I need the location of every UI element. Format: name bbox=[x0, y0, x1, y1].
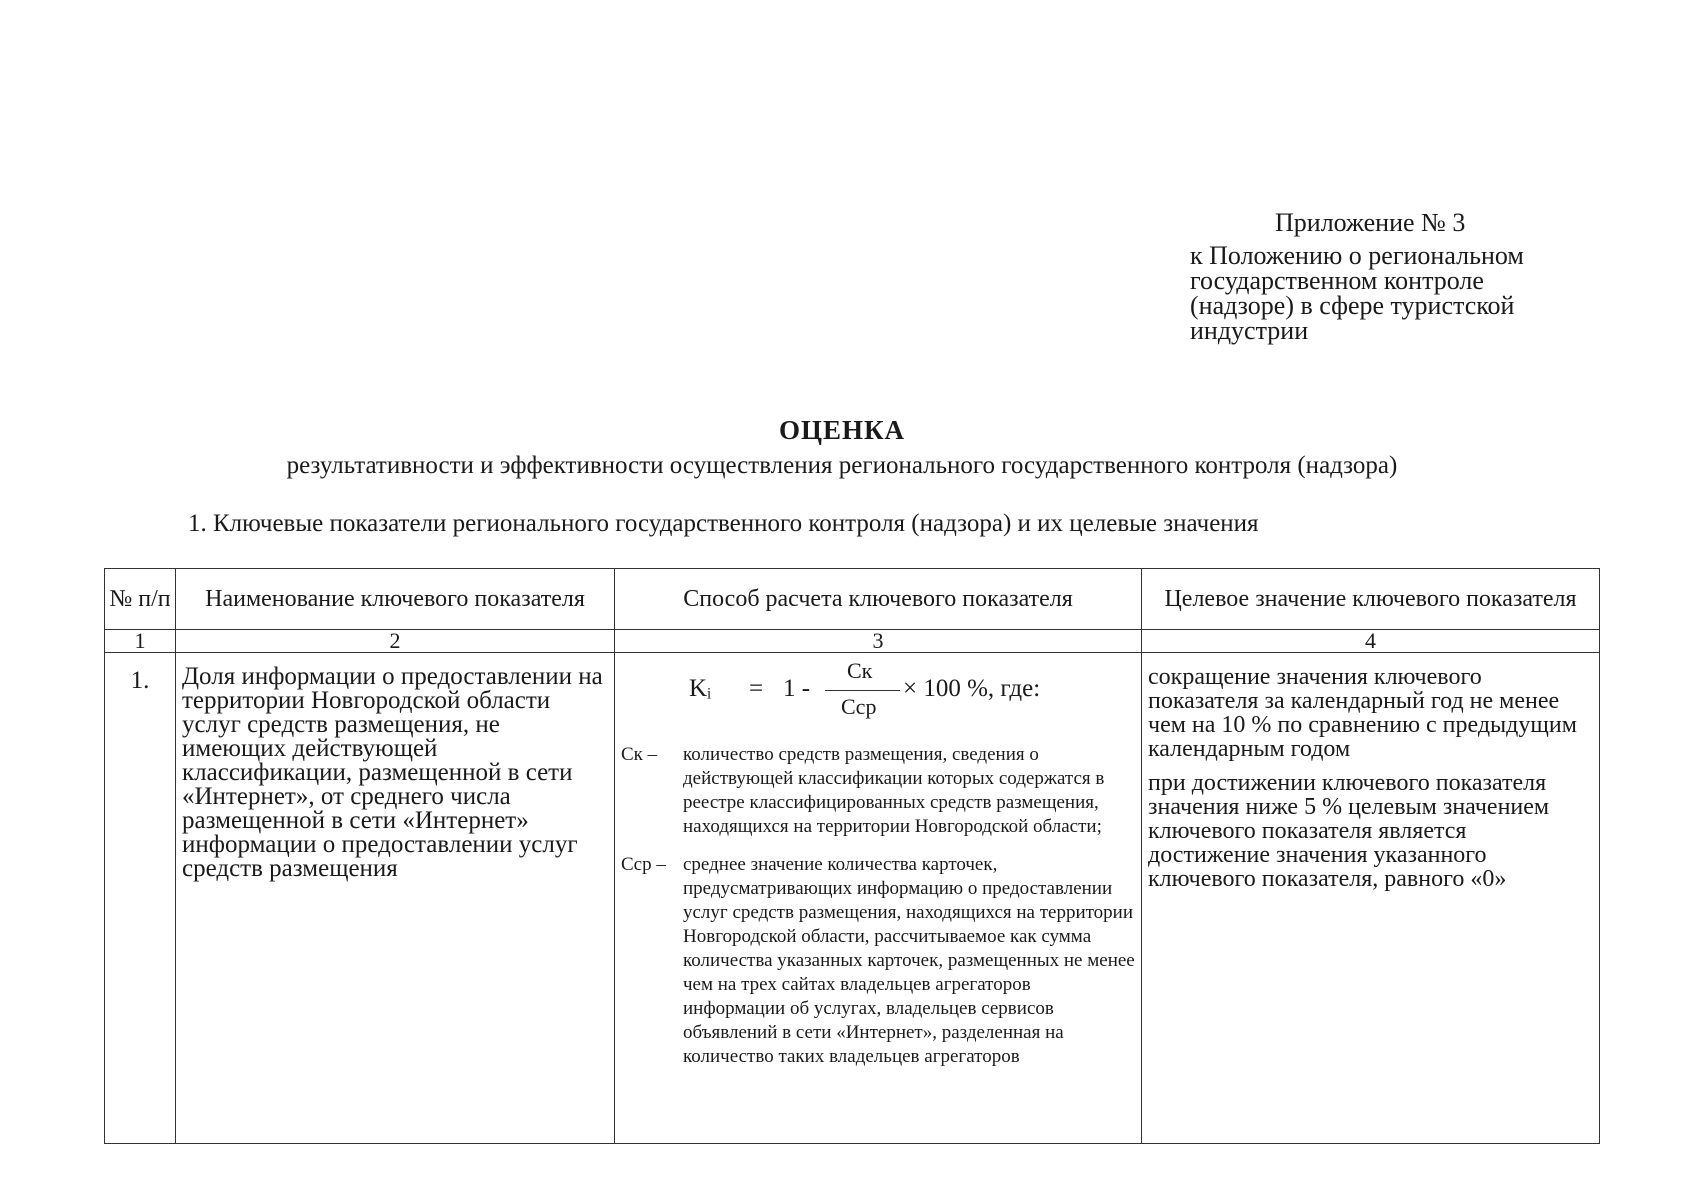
fraction-line bbox=[825, 690, 900, 691]
variable-definition bbox=[615, 743, 1141, 839]
column-number: 1 bbox=[105, 630, 176, 653]
formula-lhs: Kᵢ bbox=[689, 675, 712, 702]
header-number: № п/п bbox=[105, 569, 176, 630]
header-method: Способ расчета ключевого показателя bbox=[615, 569, 1142, 630]
formula-equals: = bbox=[749, 675, 764, 702]
variable-description: среднее значение количества карточек, предусматривающих информацию о предоставлении услуг средств размещения, находящихся на территории Новгородской области, рассчитываемое как сумма количества указанных карточек, размещенных не менее чем на трех сайтах владельцев агрегаторов информации об услугах, владельцев сервисов объявлений в сети «Интернет», разделенная на количество таких владельцев агрегаторов bbox=[683, 854, 1135, 1067]
variable-description: количество средств размещения, сведения о действующей классификации которых содержатся в реестре классифицированных средств размещения, находящихся на территории Новгородской области; bbox=[683, 744, 1105, 837]
kpi-table bbox=[104, 568, 1600, 1144]
column-number: 4 bbox=[1142, 630, 1600, 653]
document-title: ОЦЕНКА bbox=[778, 415, 906, 445]
header-target: Целевое значение ключевого показателя bbox=[1142, 569, 1600, 630]
document-subtitle: результативности и эффективности осуществления регионального государственного контроля (надзора) bbox=[286, 452, 1398, 479]
table-row bbox=[105, 653, 1600, 1144]
appendix-number: Приложение № 3 bbox=[1275, 208, 1466, 237]
appendix-line: (надзоре) в сфере туристской bbox=[1190, 291, 1515, 320]
variable-symbol: Cк – bbox=[621, 744, 658, 765]
section-heading: 1. Ключевые показатели регионального государственного контроля (надзора) и их целевые значения bbox=[188, 510, 1259, 537]
table-header-row bbox=[105, 569, 1600, 630]
appendix-line: государственном контроле bbox=[1190, 266, 1484, 295]
appendix-line: индустрии bbox=[1190, 316, 1309, 345]
calculation-method bbox=[615, 653, 1142, 1144]
target-paragraph: при достижении ключевого показателя значения ниже 5 % целевым значением ключевого показателя является достижение значения указанного ключевого показателя, равного «0» bbox=[1148, 770, 1550, 892]
appendix-block bbox=[1190, 210, 1610, 343]
target-value bbox=[1142, 653, 1600, 1144]
column-number: 2 bbox=[176, 630, 615, 653]
appendix-line: к Положению о региональном bbox=[1190, 241, 1524, 270]
header-name: Наименование ключевого показателя bbox=[176, 569, 615, 630]
formula-one-minus: 1 - bbox=[783, 675, 811, 702]
formula-numerator: Cк bbox=[847, 658, 873, 683]
column-number: 3 bbox=[615, 630, 1142, 653]
formula-tail: × 100 %, где: bbox=[903, 675, 1041, 702]
variable-symbol: Cср – bbox=[621, 854, 666, 875]
variable-definition bbox=[615, 853, 1141, 1069]
formula-denominator: Cср bbox=[841, 694, 877, 719]
row-number: 1. bbox=[105, 653, 176, 1144]
column-number-row bbox=[105, 630, 1600, 653]
indicator-name: Доля информации о предоставлении на территории Новгородской области услуг средств размещения, не имеющих действующей классификации, размещенной в сети «Интернет», от среднего числа размещенной в сети «Интернет» информации о предоставлении услуг средств размещения bbox=[176, 653, 615, 1144]
target-paragraph: сокращение значения ключевого показателя за календарный год не менее чем на 10 % по сравнению с предыдущим календарным годом bbox=[1148, 664, 1577, 762]
formula bbox=[615, 653, 1141, 743]
